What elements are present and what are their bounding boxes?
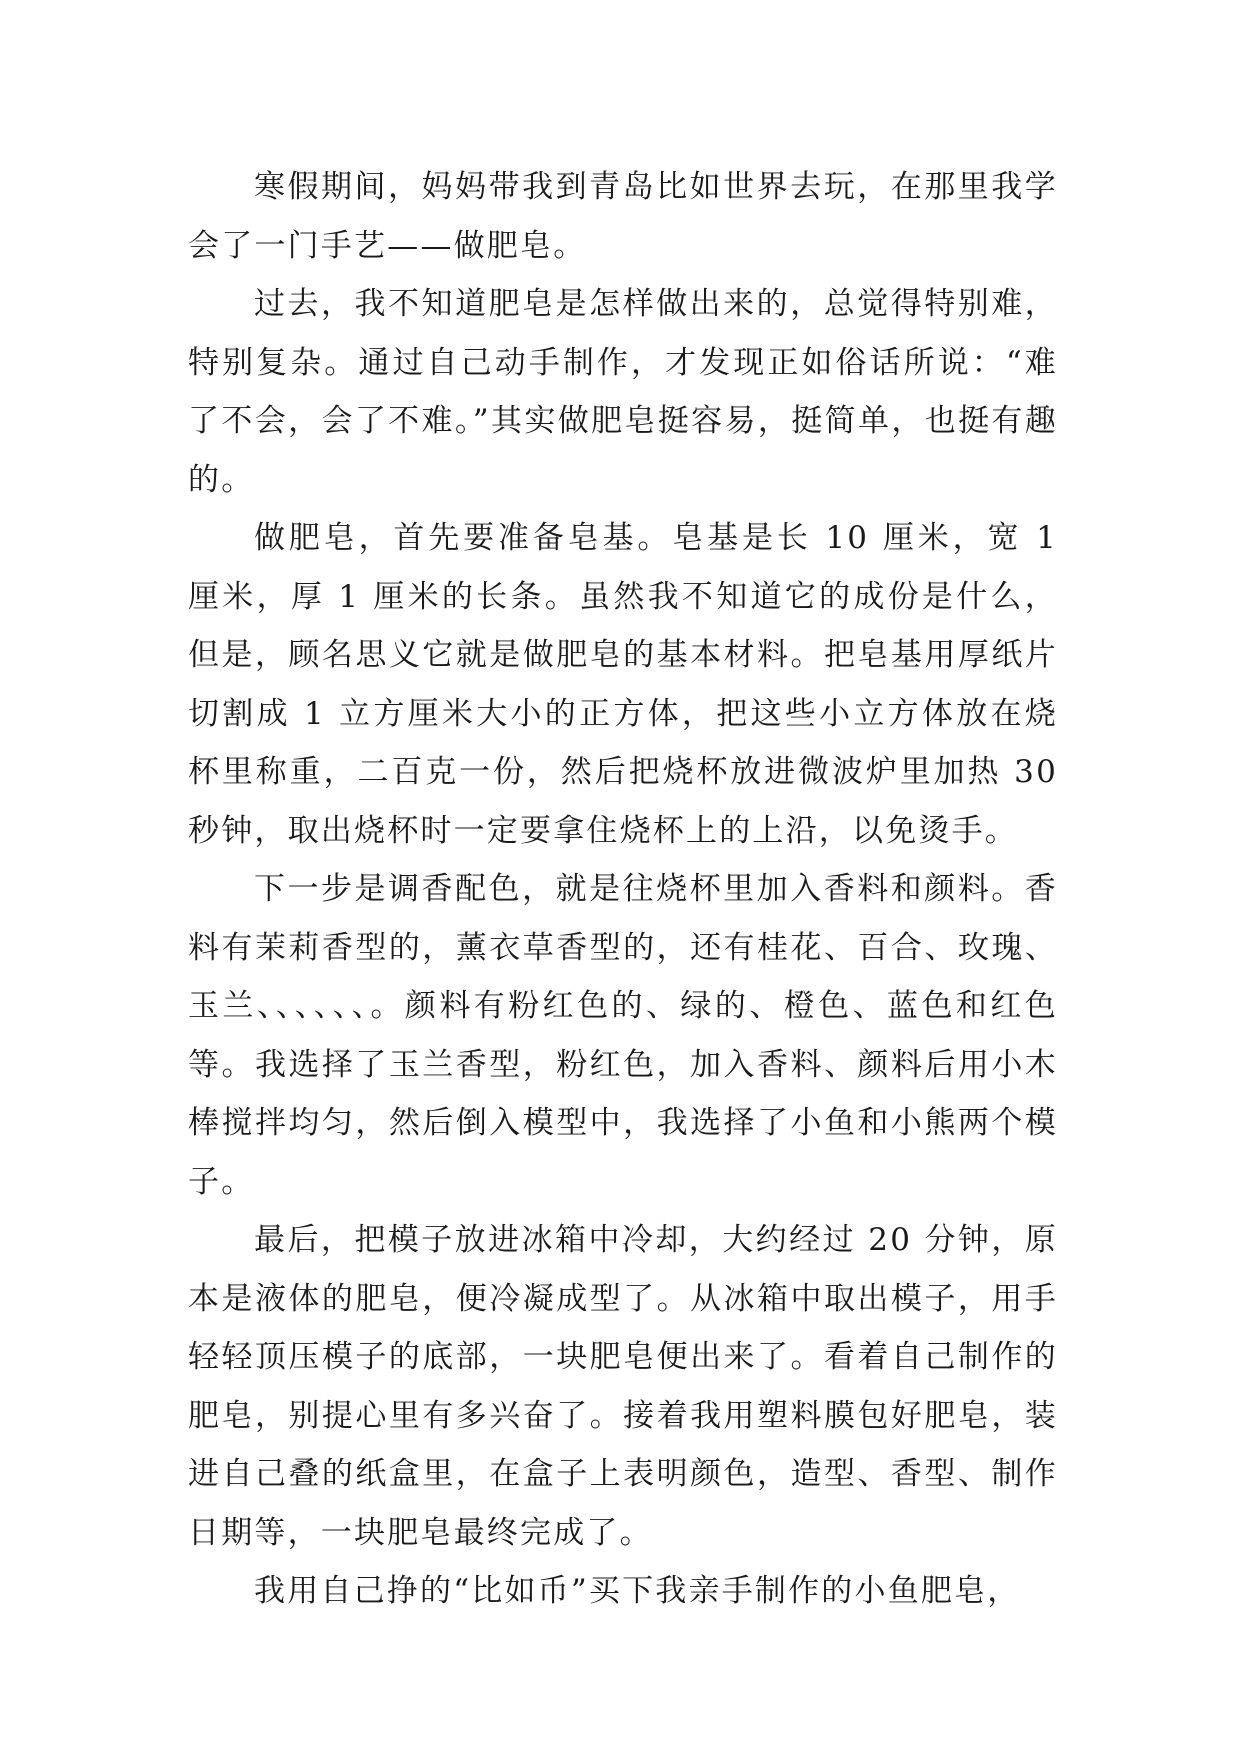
paragraph-5: 最后，把模子放进冰箱中冷却，大约经过 20 分钟，原本是液体的肥皂，便冷凝成型了。从冰箱中取出模子，用手轻轻顶压模子的底部，一块肥皂便出来了。看着自己制作的肥皂，别提心里有多兴奋了。接着我用塑料膜包好肥皂，装进自己叠的纸盒里，在盒子上表明颜色，造型、香型、制作日期等，一块肥皂最终完成了。: [188, 1222, 1058, 1551]
paragraph-4: 下一步是调香配色，就是往烧杯里加入香料和颜料。香料有茉莉香型的，薰衣草香型的，还有桂花、百合、玫瑰、玉兰、、、、、、。颜料有粉红色的、绿的、橙色、蓝色和红色等。我选择了玉兰香型，粉红色，加入香料、颜料后用小木棒搅拌均匀，然后倒入模型中，我选择了小鱼和小熊两个模子。: [188, 871, 1058, 1200]
paragraph-2: 过去，我不知道肥皂是怎样做出来的，总觉得特别难，特别复杂。通过自己动手制作，才发现正如俗话所说：“难了不会，会了不难。”其实做肥皂挺容易，挺简单，也挺有趣的。: [188, 286, 1058, 498]
paragraph-6: 我用自己挣的“比如币”买下我亲手制作的小鱼肥皂，: [254, 1573, 1021, 1609]
paragraph-1: 寒假期间，妈妈带我到青岛比如世界去玩，在那里我学会了一门手艺——做肥皂。: [188, 169, 1058, 264]
document-body: [188, 158, 1058, 1621]
paragraph-3: 做肥皂，首先要准备皂基。皂基是长 10 厘米，宽 1 厘米，厚 1 厘米的长条。虽然我不知道它的成份是什么，但是，顾名思义它就是做肥皂的基本材料。把皂基用厚纸片切割成 1 立方厘米大小的正方体，把这些小立方体放在烧杯里称重，二百克一份，然后把烧杯放进微波炉里加热 30 秒钟，取出烧杯时一定要拿住烧杯上的上沿，以免烫手。: [188, 520, 1058, 849]
